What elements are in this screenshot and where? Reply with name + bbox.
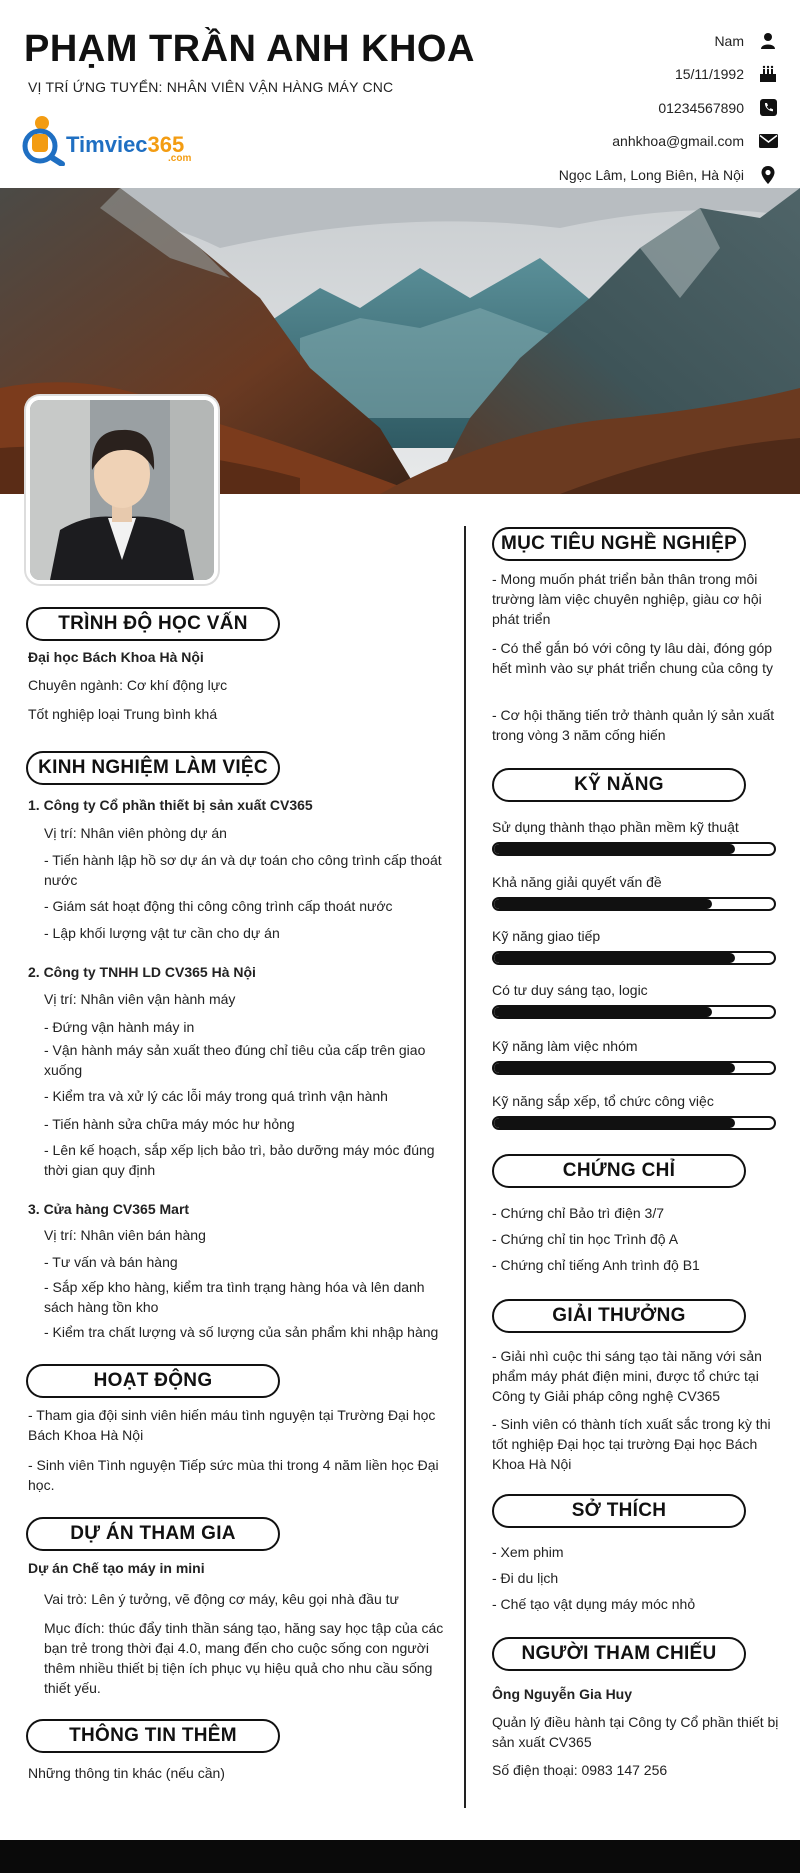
- section-title-objective: MỤC TIÊU NGHỀ NGHIỆP: [492, 527, 746, 561]
- award-item: - Giải nhì cuộc thi sáng tạo tài năng với sản phẩm máy phát điện mini, được tổ chức tại Công ty Giải pháp công nghệ CV365: [492, 1348, 762, 1404]
- hobby-item: - Chế tạo vật dụng máy móc nhỏ: [492, 1596, 696, 1612]
- skill-bar-fill: [494, 899, 712, 909]
- hobby-item: - Xem phim: [492, 1544, 564, 1560]
- certificate-item: - Chứng chỉ tiếng Anh trình độ B1: [492, 1257, 700, 1273]
- skill-bar: [492, 1116, 776, 1130]
- skill-bar-fill: [494, 1118, 735, 1128]
- contact-email-text[interactable]: anhkhoa@gmail.com: [612, 133, 744, 150]
- section-title-projects: DỰ ÁN THAM GIA: [26, 1517, 280, 1551]
- project-role: Vai trò: Lên ý tưởng, vẽ động cơ máy, kêu gọi nhà đầu tư: [44, 1591, 399, 1607]
- contact-phone: [448, 91, 778, 125]
- skill-label: Khả năng giải quyết vấn đề: [492, 874, 662, 890]
- skill-bar: [492, 951, 776, 965]
- job-company: 2. Công ty TNHH LD CV365 Hà Nội: [28, 964, 256, 980]
- cv-header: [0, 0, 800, 188]
- extra-info-text: Những thông tin khác (nếu cần): [28, 1765, 225, 1781]
- job-role: Vị trí: Nhân viên vận hành máy: [44, 991, 236, 1007]
- certificate-item: - Chứng chỉ Bảo trì điện 3/7: [492, 1205, 665, 1221]
- map-pin-icon: [758, 165, 778, 185]
- job-company: 1. Công ty Cổ phần thiết bị sản xuất CV365: [28, 797, 313, 813]
- job-task: - Lập khối lượng vật tư cần cho dự án: [44, 925, 280, 941]
- logo-word-365: 365: [147, 132, 185, 157]
- column-divider: [464, 526, 466, 1808]
- logo-domain: .com: [168, 153, 192, 164]
- skill-bar: [492, 1061, 776, 1075]
- skill-bar: [492, 842, 776, 856]
- section-title-experience: KINH NGHIỆM LÀM VIỆC: [26, 751, 280, 785]
- skill-bar-fill: [494, 844, 735, 854]
- job-task: - Vận hành máy sản xuất theo đúng chỉ tiêu của cấp trên giao xuống: [44, 1042, 426, 1078]
- candidate-name: PHẠM TRẦN ANH KHOA: [24, 28, 475, 70]
- contact-email: [448, 125, 778, 159]
- applied-position: VỊ TRÍ ỨNG TUYỂN: NHÂN VIÊN VẬN HÀNG MÁY CNC: [28, 79, 394, 95]
- logo-wordmark: [66, 132, 184, 158]
- contact-address-text: Ngọc Lâm, Long Biên, Hà Nội: [558, 166, 744, 183]
- job-task: - Tiến hành sửa chữa máy móc hư hỏng: [44, 1116, 295, 1132]
- objective-item: - Mong muốn phát triển bản thân trong môi trường làm việc chuyên nghiệp, giàu cơ hội phát triển: [492, 571, 762, 627]
- activity-item: - Tham gia đội sinh viên hiến máu tình nguyện tại Trường Đại học Bách Khoa Hà Nội: [28, 1407, 436, 1443]
- section-title-reference: NGƯỜI THAM CHIẾU: [492, 1637, 746, 1671]
- education-grade: Tốt nghiệp loại Trung bình khá: [28, 706, 218, 722]
- skill-label: Kỹ năng giao tiếp: [492, 928, 601, 944]
- job-task: - Tư vấn và bán hàng: [44, 1254, 178, 1270]
- education-major: Chuyên ngành: Cơ khí động lực: [28, 677, 228, 693]
- skill-bar: [492, 1005, 776, 1019]
- contact-gender: [448, 24, 778, 58]
- job-task: - Kiểm tra và xử lý các lỗi máy trong quá trình vận hành: [44, 1088, 388, 1104]
- skill-label: Kỹ năng sắp xếp, tổ chức công việc: [492, 1093, 714, 1109]
- award-item: - Sinh viên có thành tích xuất sắc trong kỳ thi tốt nghiệp Đại học tại trường Đại học Bách Khoa Hà Nội: [492, 1416, 771, 1472]
- contact-gender-text: Nam: [714, 32, 744, 49]
- skill-bar: [492, 897, 776, 911]
- skill-label: Kỹ năng làm việc nhóm: [492, 1038, 638, 1054]
- phone-icon: [758, 98, 778, 118]
- section-title-awards: GIẢI THƯỞNG: [492, 1299, 746, 1333]
- section-title-hobbies: SỞ THÍCH: [492, 1494, 746, 1528]
- reference-position: Quản lý điều hành tại Công ty Cổ phần thiết bị sản xuất CV365: [492, 1714, 779, 1750]
- project-name: Dự án Chế tạo máy in mini: [28, 1560, 205, 1576]
- objective-item: - Có thể gắn bó với công ty lâu dài, đóng góp hết mình vào sự phát triển chung của công ty: [492, 640, 773, 676]
- section-title-certificates: CHỨNG CHỈ: [492, 1154, 746, 1188]
- person-icon: [758, 31, 778, 51]
- contact-birthday-text: 15/11/1992: [674, 66, 744, 83]
- section-title-activities: HOẠT ĐỘNG: [26, 1364, 280, 1398]
- job-role: Vị trí: Nhân viên phòng dự án: [44, 825, 227, 841]
- profile-photo: [26, 396, 218, 584]
- section-title-skills: KỸ NĂNG: [492, 768, 746, 802]
- envelope-icon: [758, 131, 778, 151]
- job-company: 3. Cửa hàng CV365 Mart: [28, 1201, 190, 1217]
- contact-address: [448, 158, 778, 192]
- project-purpose: Mục đích: thúc đẩy tinh thần sáng tạo, hăng say học tập của các bạn trẻ trong thời đại 4.0, mang đến cho cuộc sống con người thêm nhiều thiết bị tiện ích phục vụ hiệu quả cho nhu cầu sống thiết yếu.: [44, 1620, 444, 1696]
- birthday-cake-icon: [758, 64, 778, 84]
- skill-label: Sử dụng thành thạo phần mềm kỹ thuật: [492, 819, 739, 835]
- contact-list: [448, 24, 778, 192]
- contact-birthday: [448, 58, 778, 92]
- skill-bar-fill: [494, 1007, 712, 1017]
- job-task: - Sắp xếp kho hàng, kiểm tra tình trạng hàng hóa và lên danh sách hàng tồn kho: [44, 1279, 425, 1315]
- contact-phone-text[interactable]: 01234567890: [658, 99, 744, 116]
- education-school: Đại học Bách Khoa Hà Nội: [28, 649, 204, 665]
- reference-name: Ông Nguyễn Gia Huy: [492, 1686, 633, 1702]
- hobby-item: - Đi du lịch: [492, 1570, 559, 1586]
- skill-label: Có tư duy sáng tạo, logic: [492, 982, 648, 998]
- certificate-item: - Chứng chỉ tin học Trình độ A: [492, 1231, 679, 1247]
- activity-item: - Sinh viên Tình nguyện Tiếp sức mùa thi trong 4 năm liền học Đại học.: [28, 1457, 439, 1493]
- job-task: - Kiểm tra chất lượng và số lượng của sản phẩm khi nhập hàng: [44, 1324, 439, 1340]
- job-task: - Giám sát hoạt động thi công công trình cấp thoát nước: [44, 898, 393, 914]
- footer-bar: [0, 1840, 800, 1873]
- job-role: Vị trí: Nhân viên bán hàng: [44, 1227, 206, 1243]
- job-task: - Đứng vận hành máy in: [44, 1019, 195, 1035]
- skill-bar-fill: [494, 953, 735, 963]
- logo-person-icon: [20, 114, 68, 166]
- timviec365-logo[interactable]: [20, 114, 210, 170]
- logo-word-timviec: Timviec: [66, 132, 148, 157]
- objective-item: - Cơ hội thăng tiến trở thành quản lý sản xuất trong vòng 3 năm cống hiến: [492, 707, 775, 743]
- reference-phone: Số điện thoại: 0983 147 256: [492, 1762, 668, 1778]
- skill-bar-fill: [494, 1063, 735, 1073]
- section-title-education: TRÌNH ĐỘ HỌC VẤN: [26, 607, 280, 641]
- job-task: - Tiến hành lập hồ sơ dự án và dự toán cho công trình cấp thoát nước: [44, 852, 442, 888]
- job-task: - Lên kế hoạch, sắp xếp lịch bảo trì, bảo dưỡng máy móc đúng thời gian quy định: [44, 1142, 435, 1178]
- section-title-extra-info: THÔNG TIN THÊM: [26, 1719, 280, 1753]
